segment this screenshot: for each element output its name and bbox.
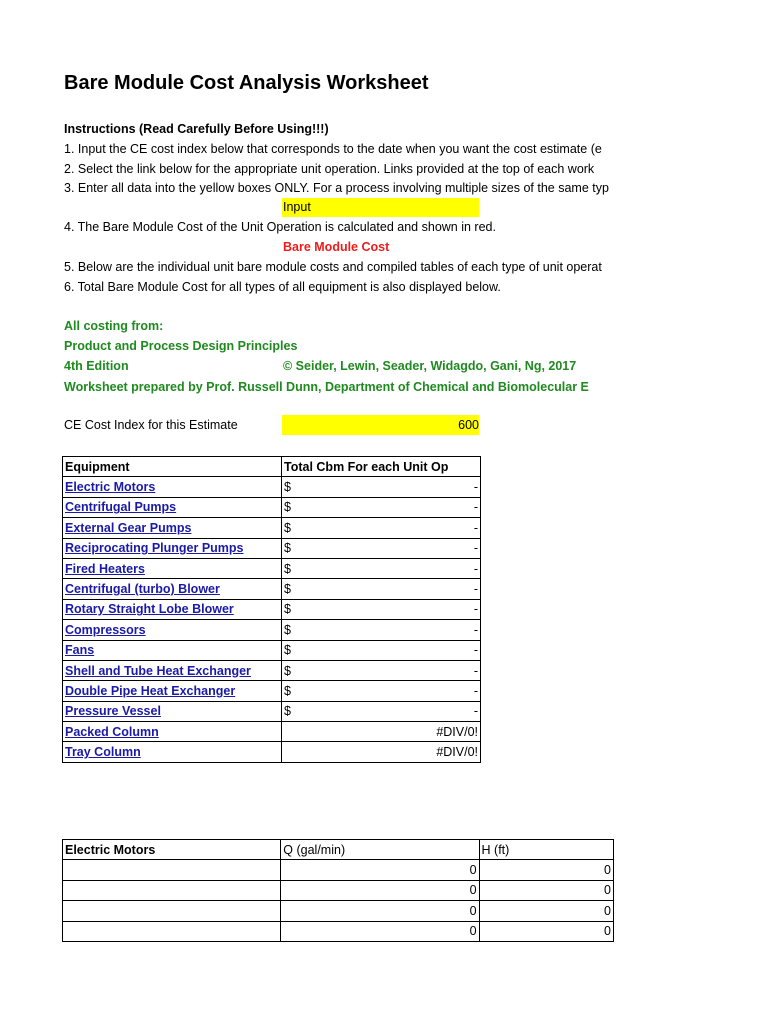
instruction-5: 5. Below are the individual unit bare module costs and compiled tables of each type of unit operat xyxy=(64,260,602,274)
ce-index-value[interactable]: 600 xyxy=(458,418,479,432)
equipment-link[interactable]: Centrifugal (turbo) Blower xyxy=(65,582,220,597)
equipment-link[interactable]: Rotary Straight Lobe Blower xyxy=(65,602,234,617)
equipment-link[interactable]: Centrifugal Pumps xyxy=(65,500,177,515)
equipment-link[interactable]: Tray Column xyxy=(65,745,141,760)
credit-prepared: Worksheet prepared by Prof. Russell Dunn, Department of Chemical and Biomolecular E xyxy=(64,380,589,394)
total-cbm-cell xyxy=(282,742,481,762)
equipment-cell xyxy=(63,640,282,660)
total-cbm-cell xyxy=(282,722,481,742)
equipment-summary-table xyxy=(62,456,481,763)
motors-header-q: Q (gal/min) xyxy=(281,840,479,860)
summary-header-equipment: Equipment xyxy=(63,457,282,477)
currency-symbol: $ xyxy=(284,663,291,678)
instruction-3: 3. Enter all data into the yellow boxes ONLY. For a process involving multiple sizes of the same typ xyxy=(64,181,609,195)
total-cbm-value: - xyxy=(473,541,478,556)
credit-line-1: All costing from: xyxy=(64,319,164,333)
currency-symbol: $ xyxy=(284,622,291,637)
input-legend-box xyxy=(282,198,479,217)
page-title: Bare Module Cost Analysis Worksheet xyxy=(64,72,429,94)
total-cbm-cell xyxy=(282,497,481,517)
table-row xyxy=(63,579,481,599)
currency-symbol: $ xyxy=(284,602,291,617)
table-row xyxy=(63,742,481,762)
total-cbm-value: - xyxy=(473,602,478,617)
total-cbm-cell xyxy=(282,518,481,538)
currency-symbol: $ xyxy=(284,643,291,658)
total-cbm-cell xyxy=(282,681,481,701)
instruction-2: 2. Select the link below for the appropriate unit operation. Links provided at the top of each work xyxy=(64,162,595,176)
total-cbm-value: #DIV/0! xyxy=(436,745,478,760)
equipment-cell xyxy=(63,620,282,640)
equipment-link[interactable]: Compressors xyxy=(65,622,146,637)
motors-header-name: Electric Motors xyxy=(63,840,281,860)
electric-motors-table xyxy=(62,839,614,942)
total-cbm-cell xyxy=(282,701,481,721)
table-row xyxy=(63,518,481,538)
summary-header-row xyxy=(63,457,481,477)
total-cbm-cell xyxy=(282,579,481,599)
instruction-1: 1. Input the CE cost index below that corresponds to the date when you want the cost estimate (e xyxy=(64,142,602,156)
currency-symbol: $ xyxy=(284,541,291,556)
equipment-link[interactable]: Shell and Tube Heat Exchanger xyxy=(65,663,251,678)
motor-name-cell xyxy=(63,860,281,880)
motor-h-cell: 0 xyxy=(479,901,613,921)
equipment-cell xyxy=(63,722,282,742)
credit-authors: © Seider, Lewin, Seader, Widagdo, Gani, Ng, 2017 xyxy=(283,359,577,373)
motors-header-h: H (ft) xyxy=(479,840,613,860)
bare-module-cost-legend: Bare Module Cost xyxy=(283,240,390,254)
total-cbm-value: - xyxy=(473,663,478,678)
table-row xyxy=(63,722,481,742)
equipment-cell xyxy=(63,579,282,599)
equipment-cell xyxy=(63,660,282,680)
currency-symbol: $ xyxy=(284,561,291,576)
total-cbm-value: - xyxy=(473,704,478,719)
table-row xyxy=(63,901,614,921)
instruction-4: 4. The Bare Module Cost of the Unit Operation is calculated and shown in red. xyxy=(64,220,496,234)
equipment-link[interactable]: External Gear Pumps xyxy=(65,520,192,535)
motor-h-cell: 0 xyxy=(479,860,613,880)
equipment-cell xyxy=(63,497,282,517)
total-cbm-value: - xyxy=(473,622,478,637)
table-row xyxy=(63,558,481,578)
total-cbm-cell xyxy=(282,620,481,640)
motor-h-cell: 0 xyxy=(479,880,613,900)
total-cbm-cell xyxy=(282,599,481,619)
equipment-cell xyxy=(63,518,282,538)
equipment-link[interactable]: Reciprocating Plunger Pumps xyxy=(65,541,244,556)
currency-symbol: $ xyxy=(284,582,291,597)
total-cbm-value: - xyxy=(473,582,478,597)
currency-symbol: $ xyxy=(284,683,291,698)
credit-edition: 4th Edition xyxy=(64,359,129,373)
currency-symbol: $ xyxy=(284,704,291,719)
credit-book: Product and Process Design Principles xyxy=(64,339,298,353)
instruction-6: 6. Total Bare Module Cost for all types of all equipment is also displayed below. xyxy=(64,280,501,294)
equipment-link[interactable]: Packed Column xyxy=(65,724,159,739)
total-cbm-value: - xyxy=(473,683,478,698)
total-cbm-value: - xyxy=(473,643,478,658)
total-cbm-value: #DIV/0! xyxy=(436,724,478,739)
motor-name-cell xyxy=(63,921,281,941)
table-row xyxy=(63,660,481,680)
equipment-cell xyxy=(63,701,282,721)
input-legend: Input xyxy=(283,200,311,214)
instructions-heading: Instructions (Read Carefully Before Using!!!) xyxy=(64,122,329,136)
motors-header-row xyxy=(63,840,614,860)
table-row xyxy=(63,681,481,701)
table-row xyxy=(63,640,481,660)
total-cbm-value: - xyxy=(473,561,478,576)
equipment-link[interactable]: Double Pipe Heat Exchanger xyxy=(65,683,236,698)
table-row xyxy=(63,880,614,900)
motor-name-cell xyxy=(63,880,281,900)
equipment-link[interactable]: Fans xyxy=(65,643,95,658)
motor-h-cell: 0 xyxy=(479,921,613,941)
total-cbm-cell xyxy=(282,640,481,660)
table-row xyxy=(63,538,481,558)
motor-q-cell: 0 xyxy=(281,901,479,921)
total-cbm-cell xyxy=(282,558,481,578)
summary-header-total: Total Cbm For each Unit Op xyxy=(282,457,481,477)
equipment-cell xyxy=(63,558,282,578)
ce-index-label: CE Cost Index for this Estimate xyxy=(64,418,238,432)
motor-q-cell: 0 xyxy=(281,921,479,941)
equipment-cell xyxy=(63,538,282,558)
equipment-link[interactable]: Fired Heaters xyxy=(65,561,145,576)
equipment-cell xyxy=(63,599,282,619)
currency-symbol: $ xyxy=(284,480,291,495)
table-row xyxy=(63,477,481,497)
equipment-cell xyxy=(63,681,282,701)
table-row xyxy=(63,701,481,721)
total-cbm-cell xyxy=(282,477,481,497)
currency-symbol: $ xyxy=(284,500,291,515)
total-cbm-cell xyxy=(282,538,481,558)
motor-q-cell: 0 xyxy=(281,880,479,900)
table-row xyxy=(63,497,481,517)
total-cbm-value: - xyxy=(473,520,478,535)
equipment-cell xyxy=(63,477,282,497)
total-cbm-value: - xyxy=(473,500,478,515)
equipment-link[interactable]: Pressure Vessel xyxy=(65,704,161,719)
equipment-link[interactable]: Electric Motors xyxy=(65,480,156,495)
motor-q-cell: 0 xyxy=(281,860,479,880)
table-row xyxy=(63,620,481,640)
table-row xyxy=(63,860,614,880)
table-row xyxy=(63,921,614,941)
motor-name-cell xyxy=(63,901,281,921)
equipment-cell xyxy=(63,742,282,762)
total-cbm-value: - xyxy=(473,480,478,495)
total-cbm-cell xyxy=(282,660,481,680)
table-row xyxy=(63,599,481,619)
currency-symbol: $ xyxy=(284,520,291,535)
